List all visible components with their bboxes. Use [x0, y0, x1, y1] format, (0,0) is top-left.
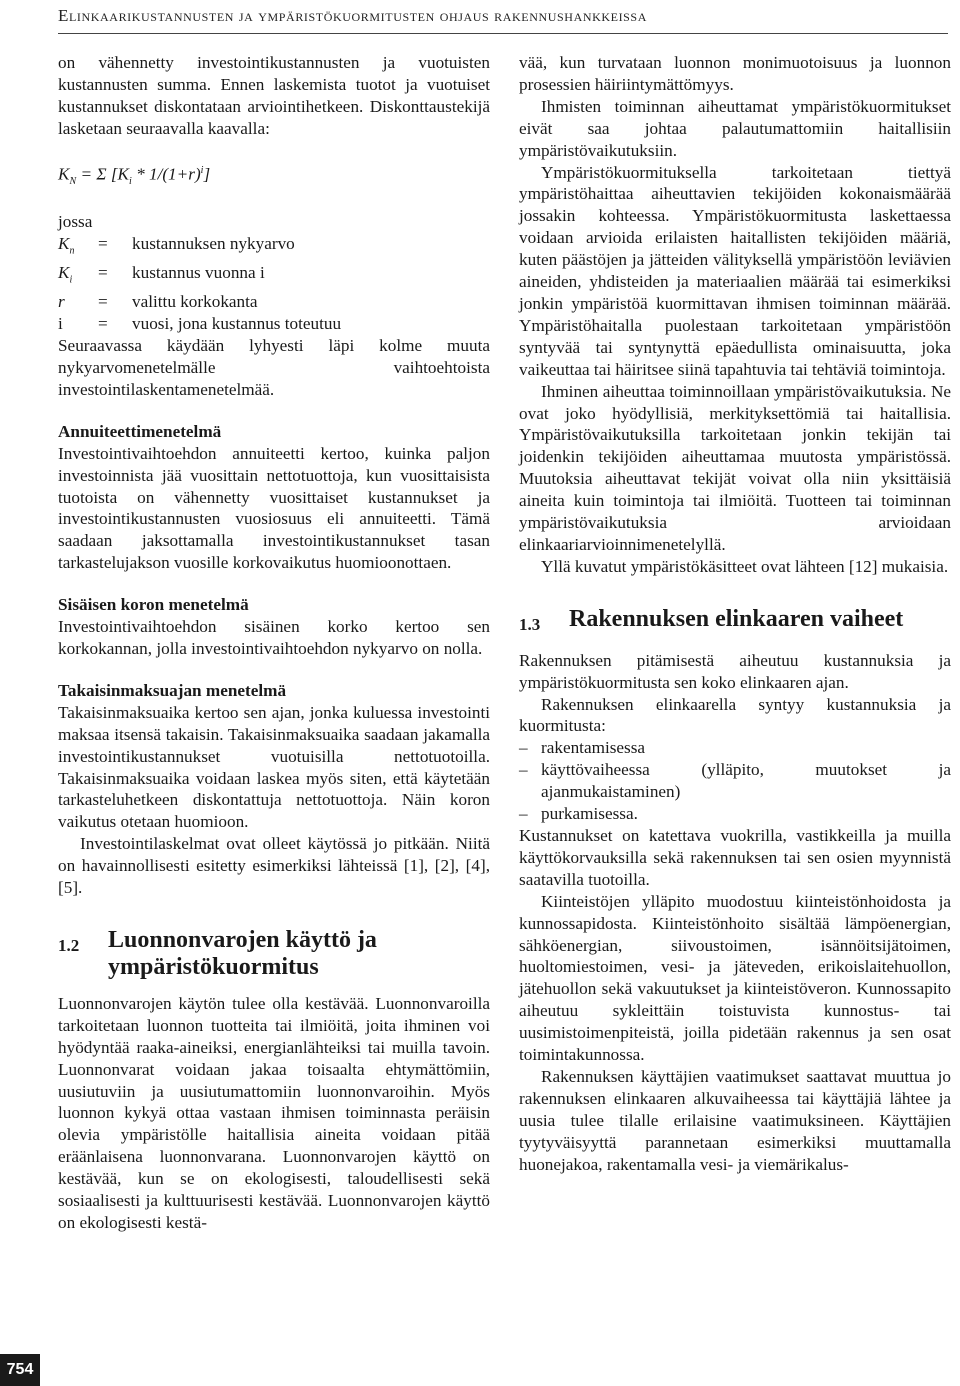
section-heading-1-2 [58, 927, 490, 981]
definition-description: vuosi, jona kustannus toteutuu [132, 314, 342, 334]
list-text: käyttövaiheessa (ylläpito, muutokset ja ajanmukaistaminen) [541, 760, 951, 802]
definition-symbol: i [58, 314, 63, 334]
running-header: Elinkaarikustannusten ja ympäristökuormitusten ohjaus rakennushankkeissa [58, 6, 647, 25]
formula-rhs: * 1/(1+r) [131, 164, 201, 184]
reference-paragraph: Yllä kuvatut ympäristökäsitteet ovat lähteen [12] mukaisia. [541, 556, 949, 576]
definition-description: valittu korkokanta [132, 292, 258, 312]
section-number: 1.2 [58, 935, 80, 955]
sustainability-paragraph: vää, kun turvataan luonnon monimuotoisuus ja luonnon prosessien häiriintymättömyys. [519, 53, 951, 94]
list-item [519, 803, 951, 825]
lifecycle-intro: Rakennuksen elinkaarella syntyy kustannuksia ja kuormitusta: [519, 694, 951, 736]
intro-paragraph: on vähennetty investointikustannusten ja vuotuisten kustannusten summa. Ennen laskemista tuotot ja vuotuiset kustannukset diskontataan arviointihetkeen. Diskonttaustekijä lasketaan seuraavalla kaavalla: [58, 53, 490, 138]
formula-lhs: K [58, 164, 70, 184]
annuity-heading: Annuiteettimenetelmä [58, 421, 222, 441]
list-item [519, 737, 951, 759]
left-column [58, 52, 490, 1234]
formula-definitions [58, 233, 490, 336]
section-heading-1-3 [519, 606, 951, 638]
lifecycle-paragraph: Rakennuksen pitämisestä aiheutuu kustannuksia ja ympäristökuormitusta sen koko elinkaaren ajan. [519, 650, 951, 692]
definition-symbol: $K_i$ [58, 262, 73, 286]
formula-end: ] [203, 164, 211, 184]
formula-mid-sub: i [129, 175, 132, 187]
list-item [519, 759, 951, 803]
impact-paragraph: Ihminen aiheuttaa toiminnoillaan ympäristövaikutuksia. Ne ovat joko hyödyllisiä, merkityksettömiä tai haitallisia. Ympäristövaikutuksilla tarkoitetaan jonkin tekijän tai joidenkin tekijöiden aiheuttamaa muutosta ympäristössä. Muutoksia aiheuttavat tekijät voivat olla niin yksittäisiä aineita kuin toimintoja tai ilmiöitä. Tuotteen tai toiminnan ympäristövaikutuksia arvioidaan elinkaariarvioinnimenetelyllä. [519, 381, 951, 554]
formula-rhs-sup: i [200, 164, 204, 176]
jossa-label: jossa [58, 211, 93, 231]
maintenance-paragraph: Kiinteistöjen ylläpito muodostuu kiinteistönhoidosta ja kunnossapidosta. Kiinteistönhoito sisältää lämpöenergian, sähköenergian, siivoustoimen, isännöitsijätoimen, huoltomiestoimen, vesi- ja jäteveden, erikoislaitehuollon, jätehuollon sekä vakuutukset ja kiinteistöveron. Kunnossapito aiheutuu sykleittäin toistuvista kunnostus- tai uusimistoimenpiteistä, joilla pidetään rakennus ja sen osat toimintakunnossa. [519, 891, 951, 1065]
definition-equals: = [98, 292, 108, 312]
irr-heading: Sisäisen koron menetelmä [58, 595, 249, 615]
page-number: 754 [0, 1354, 40, 1386]
definition-row [58, 262, 490, 291]
list-text: rakentamisessa [541, 738, 646, 758]
definition-symbol: r [58, 292, 65, 312]
formula-lhs-sub: N [69, 175, 77, 187]
definition-description: kustannus vuonna i [132, 262, 265, 282]
lifecycle-stage-list [519, 737, 951, 825]
definition-equals: = [98, 233, 108, 253]
definition-equals: = [98, 262, 108, 282]
section-title: Rakennuksen elinkaaren vaiheet [569, 605, 904, 632]
definition-row [58, 233, 490, 262]
list-dash: – [519, 804, 528, 824]
definition-description: kustannuksen nykyarvo [132, 233, 295, 253]
resources-paragraph: Luonnonvarojen käytön tulee olla kestävää. Luonnonvaroilla tarkoitetaan luonnon tuotteita tai ilmiöitä, joita ihminen voi hyödyntää raaka-aineiksi, energianlähteiksi tai muilla tavoin. Luonnonvarat voidaan jakaa toisaalta ehtymättömiin, uusiutuviin ja uusiutumattomiin luonnonvaroihin. Myös luonnon kykyä ottaa vastaan ihmisen toiminnasta peräisin olevia ympäristölle haitallisia aineita voidaan pitää eräänlaisena luonnonvarana. Luonnonvarojen käyttö on kestävää, kun se on ekologisesti, taloudellisesti sekä sosiaalisesti ja kulttuurisesti kestävää. Luonnonvarojen käyttö on ekologisesti kestä- [58, 993, 490, 1233]
payback-paragraph-2: Investointilaskelmat ovat olleet käytössä jo pitkään. Niitä on havainnollisesti esitetty esimerkiksi lähteissä [1], [2], [4], [5]. [58, 834, 490, 898]
load-definition-paragraph: Ympäristökuormituksella tarkoitetaan tiettyä ympäristöhaittaa aiheuttavien tekijöiden kokonaismäärää jossakin kohteessa. Ympäristökuormitusta laskettaessa voidaan arvioida erilaisten haitallisten tekijöiden määriä, kuten päästöjen ja jätteiden välityksellä ympäristöön leviävien aineiden, yhdisteiden ja materiaalien määrää tai esimerkiksi jonkin ympäristöä kuormittavan ihmisen toiminnan määrää. Ympäristöhaitalla puolestaan tarkoitetaan ympäristöön syntyvää tai syntynyttä epäedullista ominaisuutta, joka vaikeuttaa tai häiritsee siinä tapahtuvia tai tehtäviä toimintoja. [519, 162, 951, 379]
methods-intro: Seuraavassa käydään lyhyesti läpi kolme muuta nykyarvomenetelmälle vaihtoehtoista investointilaskentamenetelmää. [58, 336, 490, 399]
formula-mid: = Σ [K [76, 164, 129, 184]
definition-symbol: $K_n$ [58, 233, 75, 257]
user-requirements-paragraph: Rakennuksen käyttäjien vaatimukset saattavat muuttua jo rakennuksen elinkaaren alkuvaiheessa tai käyttäjiä lähtee ja uusia tulee tilalle erilaisine vaatimuksineen. Käyttäjien tyytyväisyyttä parannetaan esimerkiksi muuttamalla huonejakoa, rakentamalla vesi- ja viemärikalus- [519, 1066, 951, 1174]
payback-paragraph: Takaisinmaksuaika kertoo sen ajan, jonka kuluessa investointi maksaa itsensä takaisin. Takaisinmaksuaika saadaan jakamalla investointikustannukset vuotuisilla nettotuotoilla. Takaisinmaksuaika voidaan laskea myös siten, että käytetään tarkasteluhetkeen diskontattuja nettotuottoja. Näin koron vaikutus otetaan huomioon. [58, 702, 490, 832]
costs-paragraph: Kustannukset on katettava vuokrilla, vastikkeilla ja muilla käyttökorvauksilla sekä rakennuksen tai sen osien myynnistä saatavilla tuotoilla. [519, 826, 951, 889]
list-dash: – [519, 760, 528, 780]
irr-paragraph: Investointivaihtoehdon sisäinen korko kertoo sen korkokannan, jolla investointivaihtoehdon nykyarvo on nolla. [58, 617, 490, 658]
list-dash: – [519, 738, 528, 758]
header-divider [58, 33, 948, 34]
definition-equals: = [98, 314, 108, 334]
definition-row [58, 291, 490, 313]
annuity-paragraph: Investointivaihtoehdon annuiteetti kertoo, kuinka paljon investoinnista jää vuosittain nettotuottoja, kun vuosittaisista tuotoista on vähennetty vuosittaiset kustannukset ja investointikustannusten vuosiosuus eli annuiteetti. Tämä saadaan jaksottamalla investointikustannukset tasan tarkastelujakson vuosille korkovaikutus huomioonottaen. [58, 443, 490, 573]
discount-formula [58, 160, 490, 193]
list-text: purkamisessa. [541, 804, 638, 824]
payback-heading: Takaisinmaksuajan menetelmä [58, 680, 287, 700]
section-number: 1.3 [519, 614, 541, 634]
right-column [519, 52, 951, 1176]
section-title: Luonnonvarojen käyttö ja ympäristökuormitus [108, 926, 377, 980]
environmental-load-paragraph: Ihmisten toiminnan aiheuttamat ympäristökuormitukset eivät saa johtaa palautumattomiin haitallisiin ympäristövaikutuksiin. [519, 96, 951, 160]
definition-row [58, 313, 490, 335]
